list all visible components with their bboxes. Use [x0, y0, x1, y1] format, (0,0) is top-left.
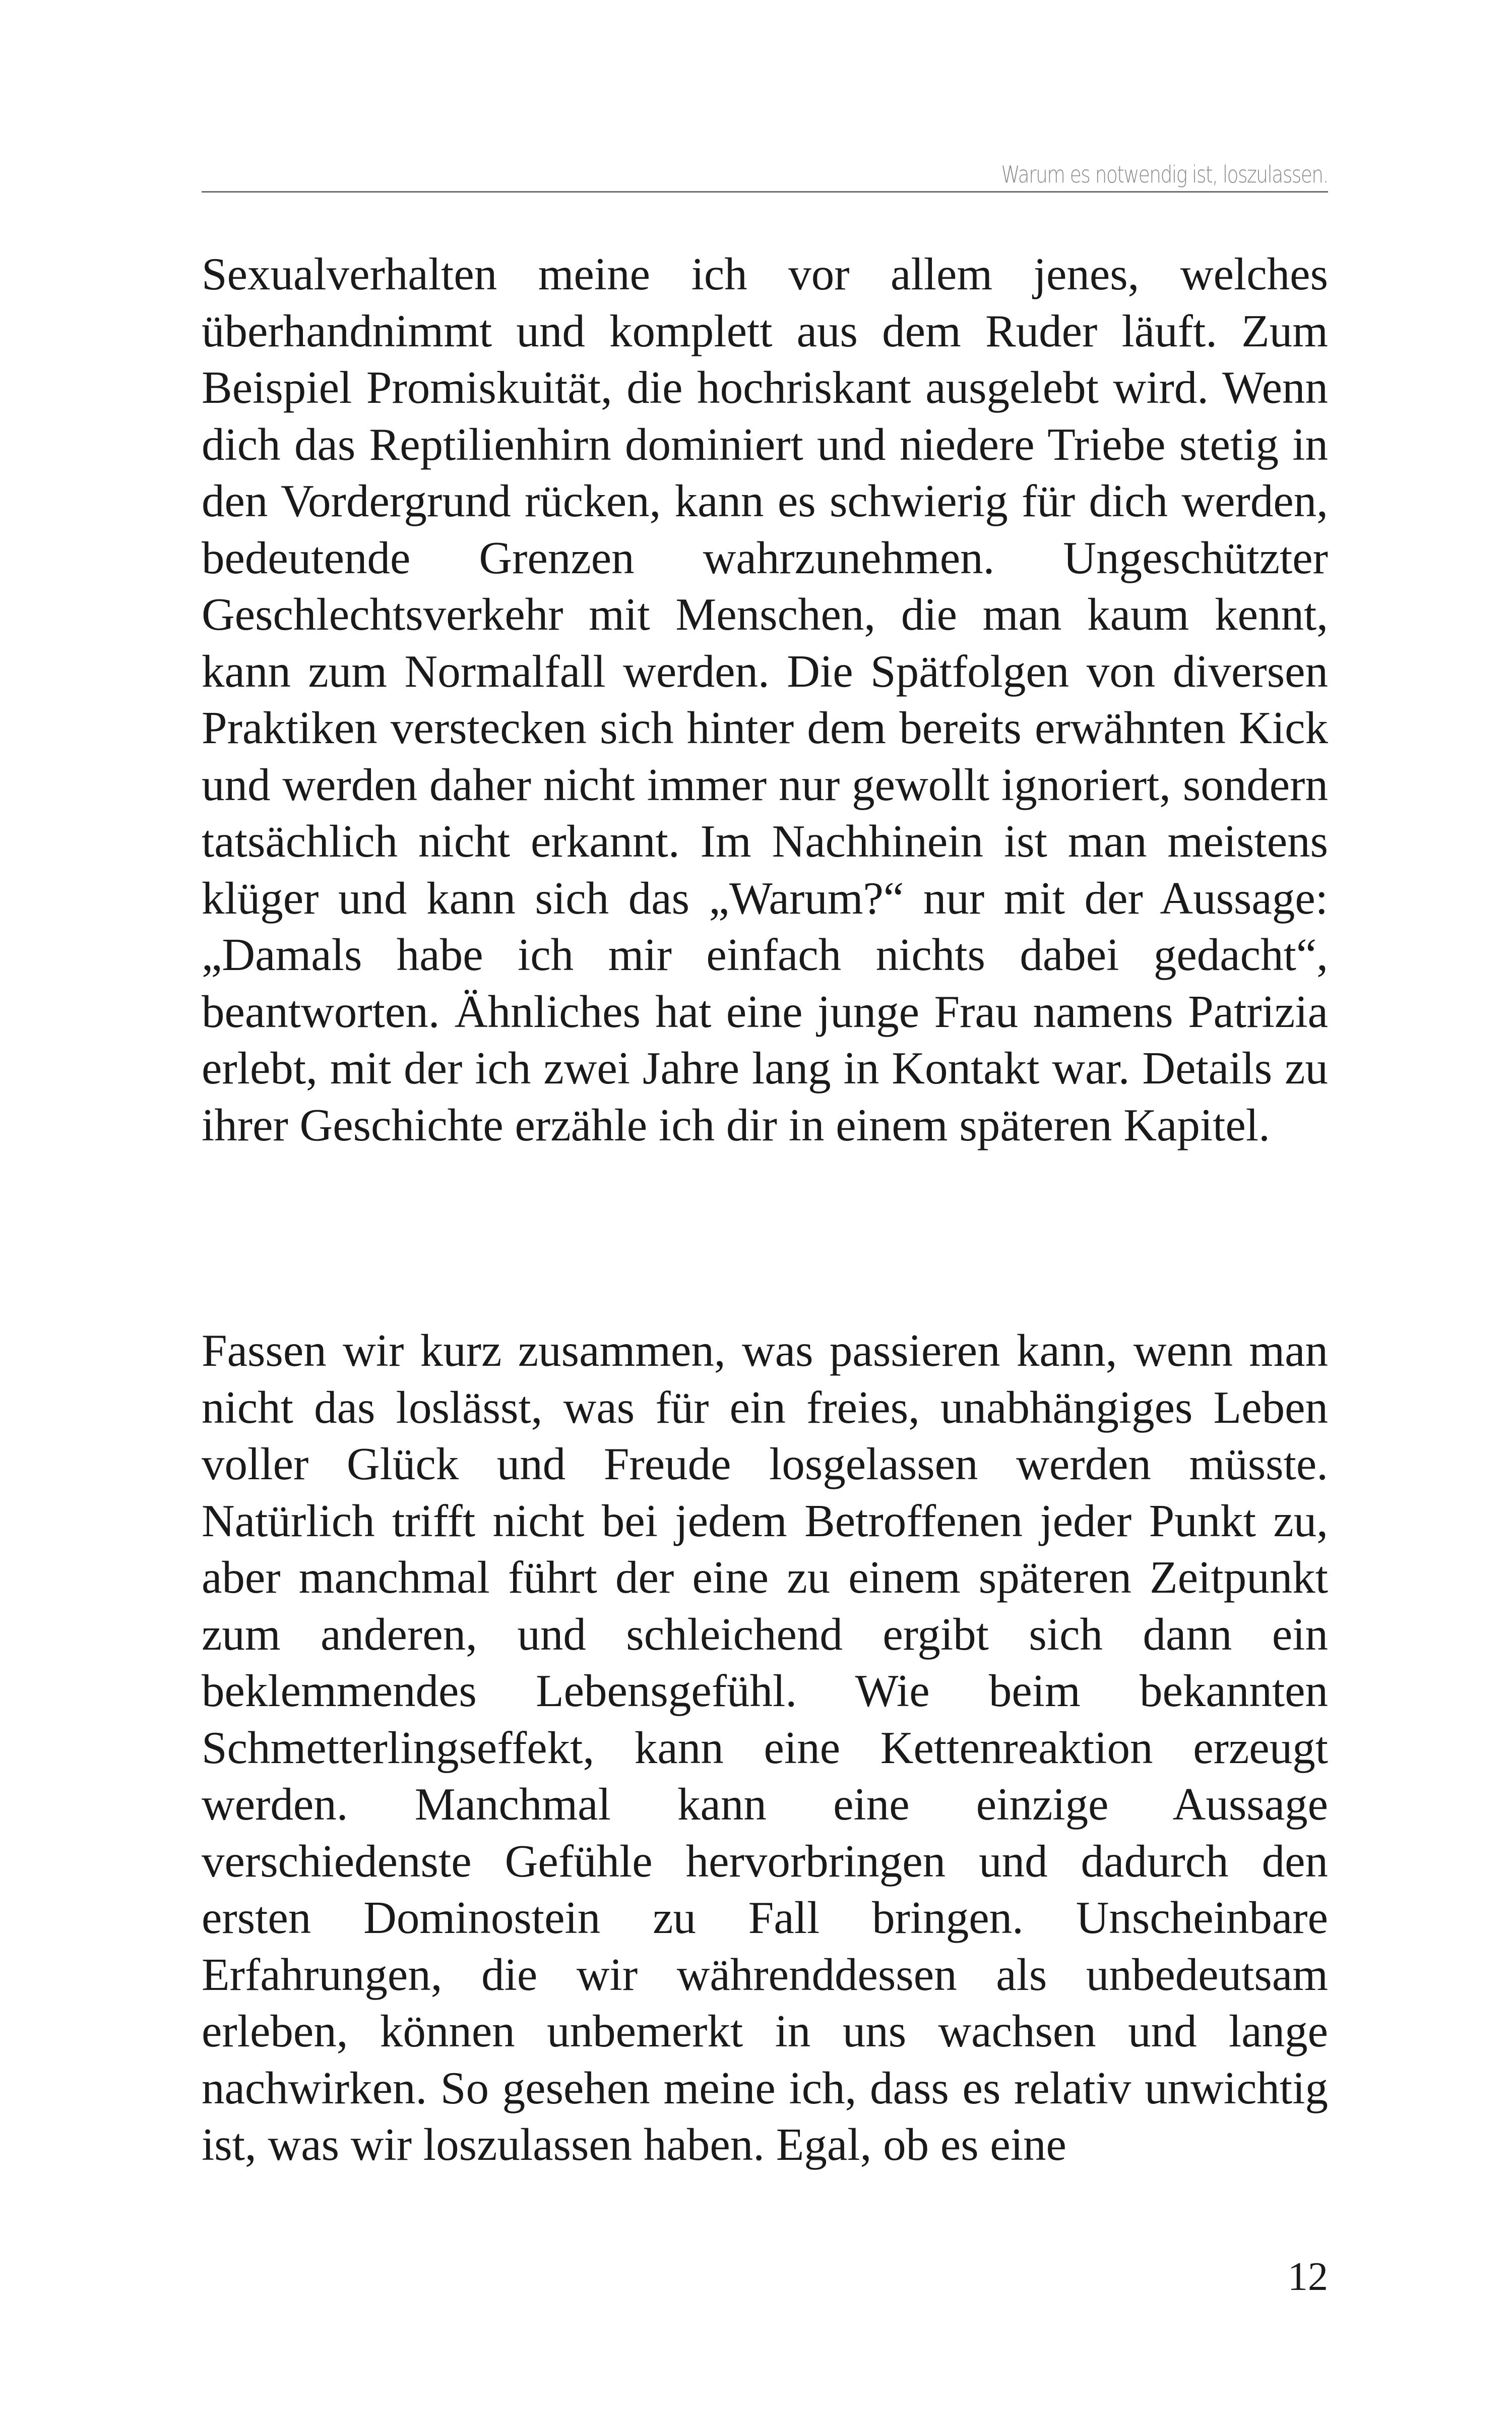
page-number: 12	[1288, 2255, 1328, 2299]
running-header	[202, 151, 1328, 193]
body-paragraph: Sexualverhalten meine ich vor allem jenes, welches überhandnimmt und komplett aus dem Ruder läuft. Zum Beispiel Promiskuität, die hochriskant ausgelebt wird. Wenn dich das Reptilienhirn dominiert und niedere Triebe stetig in den Vordergrund rücken, kann es schwierig für dich werden, bedeutende Grenzen wahrzunehmen. Ungeschützter Geschlechtsverkehr mit Menschen, die man kaum kennt, kann zum Normalfall werden. Die Spätfolgen von diversen Praktiken verstecken sich hinter dem bereits erwähnten Kick und werden daher nicht immer nur gewollt ignoriert, sondern tatsächlich nicht erkannt. Im Nachhinein ist man meistens klüger und kann sich das „Warum?“ nur mit der Aussage: „Damals habe ich mir einfach nichts dabei gedacht“, beantworten. Ähnliches hat eine junge Frau namens Patrizia erlebt, mit der ich zwei Jahre lang in Kontakt war. Details zu ihrer Geschichte erzähle ich dir in einem späteren Kapitel.	[202, 249, 1328, 1151]
running-header-title: Warum es notwendig ist, loszulassen.	[1001, 161, 1328, 188]
body-paragraph: Fassen wir kurz zusammen, was passieren kann, wenn man nicht das loslässt, was für ein freies, unabhängiges Leben voller Glück und Freude losgelassen werden müsste. Natürlich trifft nicht bei jedem Betroffenen jeder Punkt zu, aber manchmal führt der eine zu einem späteren Zeitpunkt zum anderen, und schleichend ergibt sich dann ein beklemmendes Lebensgefühl. Wie beim bekannten Schmetterlingseffekt, kann eine Kettenreaktion erzeugt werden. Manchmal kann eine einzige Aussage verschiedenste Gefühle hervorbringen und dadurch den ersten Dominostein zu Fall bringen. Unscheinbare Erfahrungen, die wir währenddessen als unbedeutsam erleben, können unbemerkt in uns wachsen und lange nachwirken. So gesehen meine ich, dass es relativ unwichtig ist, was wir loszulassen haben. Egal, ob es eine	[202, 1325, 1328, 2170]
